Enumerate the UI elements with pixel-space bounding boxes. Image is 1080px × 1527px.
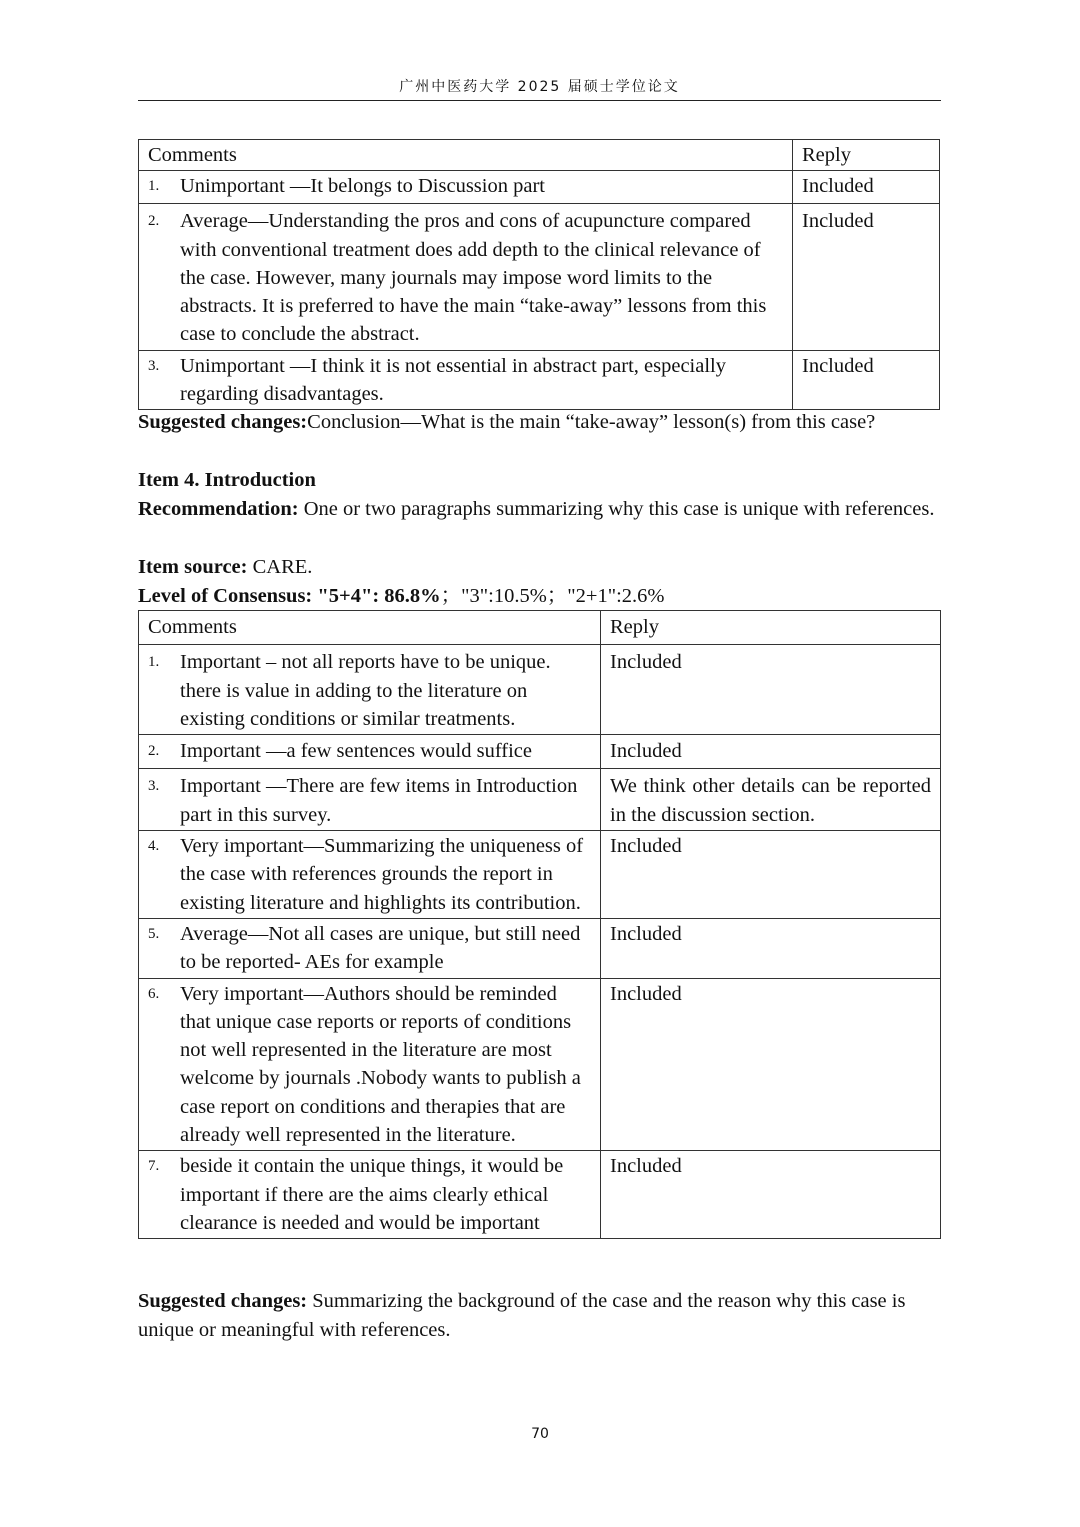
row-reply: Included (601, 645, 941, 735)
row-comment: Important —a few sentences would suffice (180, 740, 532, 763)
row-number: 2. (148, 213, 160, 230)
item-heading-text: Item 4. Introduction (138, 469, 316, 491)
row-comment: Average—Understanding the pros and cons of acupuncture compared with conventional treatment does add depth to the clinical relevance of the case. However, many journals may impose word limits to the abstracts. It is preferred to have the main “take-away” lessons from this case to conclude the abstract. (180, 210, 767, 346)
table-row (139, 918, 941, 978)
table-header-row (139, 611, 941, 645)
row-comment: Very important—Summarizing the uniqueness of the case with references grounds the report in existing literature and highlights its contribution. (180, 835, 584, 914)
row-number: 5. (148, 925, 160, 942)
table-header-comments: Comments (139, 611, 601, 645)
comments-table-2 (138, 610, 941, 1239)
suggested-text: Summarizing the background of the case and the reason why this case is unique or meaningful with references. (138, 1290, 906, 1341)
comments-table-1 (138, 139, 940, 410)
table-header-reply: Reply (793, 140, 940, 171)
table-row (139, 645, 941, 735)
row-comment: Unimportant —It belongs to Discussion part (180, 175, 545, 198)
row-reply: We think other details can be reported in the discussion section. (601, 769, 941, 831)
item4-source (138, 553, 941, 582)
page-number: 70 (531, 1426, 549, 1442)
consensus-label: Level of Consensus: "5+4": 86.8% (138, 585, 441, 607)
table-header-reply: Reply (601, 611, 941, 645)
row-reply: Included (601, 1151, 941, 1239)
running-header (138, 74, 941, 101)
row-number: 6. (148, 985, 160, 1002)
row-number: 2. (148, 743, 160, 760)
row-number: 1. (148, 178, 160, 195)
table-row (139, 978, 941, 1151)
row-comment: beside it contain the unique things, it would be important if there are the aims clearly ethical clearance is needed and would be important (180, 1155, 564, 1234)
row-reply: Included (793, 204, 940, 350)
table-row (139, 735, 941, 769)
table-header-comments: Comments (139, 140, 793, 171)
row-comment: Very important—Authors should be reminded that unique case reports or reports of conditions not well represented in the literature are most welcome by journals .Nobody wants to publish a case report on conditions and therapies that are already well represented in the literature. (180, 982, 581, 1147)
row-reply: Included (601, 918, 941, 978)
source-text: CARE. (247, 556, 313, 578)
header-title: 广州中医药大学 2025 届硕士学位论文 (399, 79, 680, 95)
table-row (139, 831, 941, 919)
consensus-text: ；"3":10.5%；"2+1":2.6% (440, 585, 665, 607)
suggested-label: Suggested changes: (138, 411, 308, 433)
recommendation-text: One or two paragraphs summarizing why this case is unique with references. (298, 498, 935, 520)
suggested-changes-1 (138, 408, 941, 437)
row-number: 3. (148, 778, 160, 795)
row-comment: Average—Not all cases are unique, but still need to be reported- AEs for example (180, 922, 581, 974)
row-reply: Included (793, 171, 940, 204)
item4-heading (138, 466, 941, 495)
row-number: 4. (148, 838, 160, 855)
row-number: 7. (148, 1158, 160, 1175)
table-row (139, 769, 941, 831)
item4-recommendation (138, 495, 941, 524)
row-reply: Included (601, 831, 941, 919)
row-comment: Important —There are few items in Introduction part in this survey. (180, 775, 578, 826)
row-reply: Included (601, 978, 941, 1151)
row-comment: Unimportant —I think it is not essential in abstract part, especially regarding disadvantages. (180, 354, 726, 406)
table-row (139, 350, 940, 410)
row-reply: Included (601, 735, 941, 769)
row-number: 3. (148, 357, 160, 374)
table-row (139, 204, 940, 350)
table-row (139, 171, 940, 204)
recommendation-label: Recommendation: (138, 498, 299, 520)
table-header-row (139, 140, 940, 171)
suggested-text: Conclusion—What is the main “take-away” lesson(s) from this case? (307, 411, 876, 433)
table-row (139, 1151, 941, 1239)
row-number: 1. (148, 654, 160, 671)
row-reply: Included (793, 350, 940, 410)
suggested-changes-2 (138, 1287, 941, 1345)
suggested-label: Suggested changes: (138, 1290, 308, 1312)
row-comment: Important – not all reports have to be unique. there is value in adding to the literature on existing conditions or similar treatments. (180, 651, 551, 730)
item4-consensus (138, 582, 941, 611)
source-label: Item source: (138, 556, 248, 578)
